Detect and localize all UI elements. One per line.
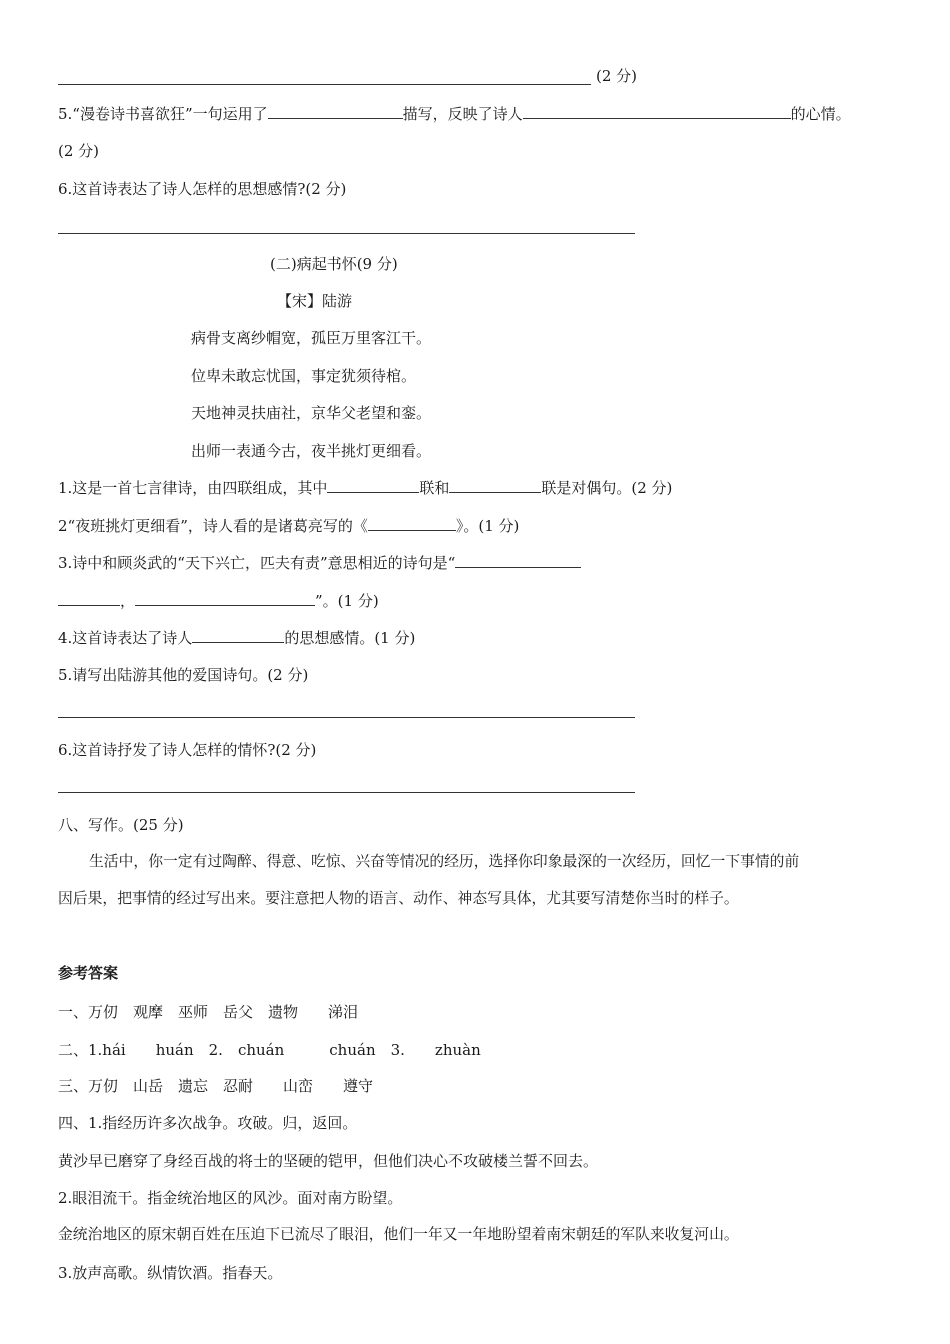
question-text: 》。(1 分) xyxy=(455,517,520,535)
question-1 xyxy=(58,478,672,498)
answer-item: 3.放声高歌。纵情饮酒。指春天。 xyxy=(58,1264,283,1282)
score-label: (2 分) xyxy=(58,142,100,160)
question-3 xyxy=(58,553,581,573)
answer-item: 二、1.hái huán 2. chuán chuán 3. zhuàn xyxy=(58,1041,481,1059)
question-6: 6.这首诗表达了诗人怎样的思想感情?(2 分) xyxy=(58,180,347,198)
question-text: 3.诗中和顾炎武的“天下兴亡，匹夫有责”意思相近的诗句是“ xyxy=(58,554,456,572)
poem-line: 天地神灵扶庙社，京华父老望和銮。 xyxy=(191,404,432,422)
answer-line xyxy=(58,792,635,793)
poem-heading: (二)病起书怀(9 分) xyxy=(270,255,398,273)
answer-item: 2.眼泪流干。指金统治地区的风沙。面对南方盼望。 xyxy=(58,1189,403,1207)
question-6: 6.这首诗抒发了诗人怎样的情怀?(2 分) xyxy=(58,741,317,759)
poem-line: 位卑未敢忘忧国，事定犹须待棺。 xyxy=(191,367,417,385)
question-text: 1.这是一首七言律诗，由四联组成，其中 xyxy=(58,479,328,497)
question-text: 4.这首诗表达了诗人 xyxy=(58,629,193,647)
question-5: 5.请写出陆游其他的爱国诗句。(2 分) xyxy=(58,666,309,684)
question-3-cont xyxy=(58,591,379,611)
answer-line xyxy=(58,717,635,718)
writing-prompt: 因后果，把事情的经过写出来。要注意把人物的语言、动作、神态写具体，尤其要写清楚你当时的样子。 xyxy=(58,890,739,907)
blank xyxy=(135,591,315,606)
answer-item: 三、万仞 山岳 遗忘 忍耐 山峦 遵守 xyxy=(58,1077,374,1095)
question-text: 联是对偶句。(2 分) xyxy=(541,479,673,497)
poem-author: 【宋】陆游 xyxy=(277,292,353,310)
answer-item: 四、1.指经历许多次战争。攻破。归，返回。 xyxy=(58,1114,358,1132)
section-heading: 八、写作。(25 分) xyxy=(58,816,184,834)
question-5 xyxy=(58,104,851,124)
question-text: ， xyxy=(120,592,136,610)
writing-prompt: 生活中，你一定有过陶醉、得意、吃惊、兴奋等情况的经历，选择你印象最深的一次经历，回忆一下事情的前 xyxy=(89,853,800,870)
score-label: (2 分) xyxy=(596,67,638,85)
question-4 xyxy=(58,628,415,648)
blank xyxy=(455,553,581,568)
question-text: 描写，反映了诗人 xyxy=(402,105,523,123)
answer-line xyxy=(58,84,591,85)
poem-line: 出师一表通今古，夜半挑灯更细看。 xyxy=(191,442,432,460)
blank xyxy=(523,104,791,119)
blank xyxy=(268,104,403,119)
poem-line: 病骨支离纱帽宽，孤臣万里客江干。 xyxy=(191,329,432,347)
question-text: 的心情。 xyxy=(790,105,851,123)
blank xyxy=(327,478,419,493)
answers-heading: 参考答案 xyxy=(58,964,119,982)
question-text: 的思想感情。(1 分) xyxy=(284,629,416,647)
question-text: 联和 xyxy=(419,479,450,497)
blank xyxy=(58,591,120,606)
question-text: 5.“漫卷诗书喜欲狂”一句运用了 xyxy=(58,105,268,123)
blank xyxy=(449,478,541,493)
answer-item: 黄沙早已磨穿了身经百战的将士的坚硬的铠甲，但他们决心不攻破楼兰誓不回去。 xyxy=(58,1152,599,1170)
question-text: 2“夜班挑灯更细看”，诗人看的是诸葛亮写的《 xyxy=(58,517,368,535)
blank xyxy=(192,628,284,643)
blank xyxy=(368,516,456,531)
answer-line xyxy=(58,233,635,234)
question-2 xyxy=(58,516,519,536)
question-text: ”。(1 分) xyxy=(315,592,379,610)
answer-item: 一、万仞 观摩 巫师 岳父 遗物 涕泪 xyxy=(58,1003,359,1021)
answer-item: 金统治地区的原宋朝百姓在压迫下已流尽了眼泪，他们一年又一年地盼望着南宋朝廷的军队来收复河山。 xyxy=(58,1226,739,1243)
